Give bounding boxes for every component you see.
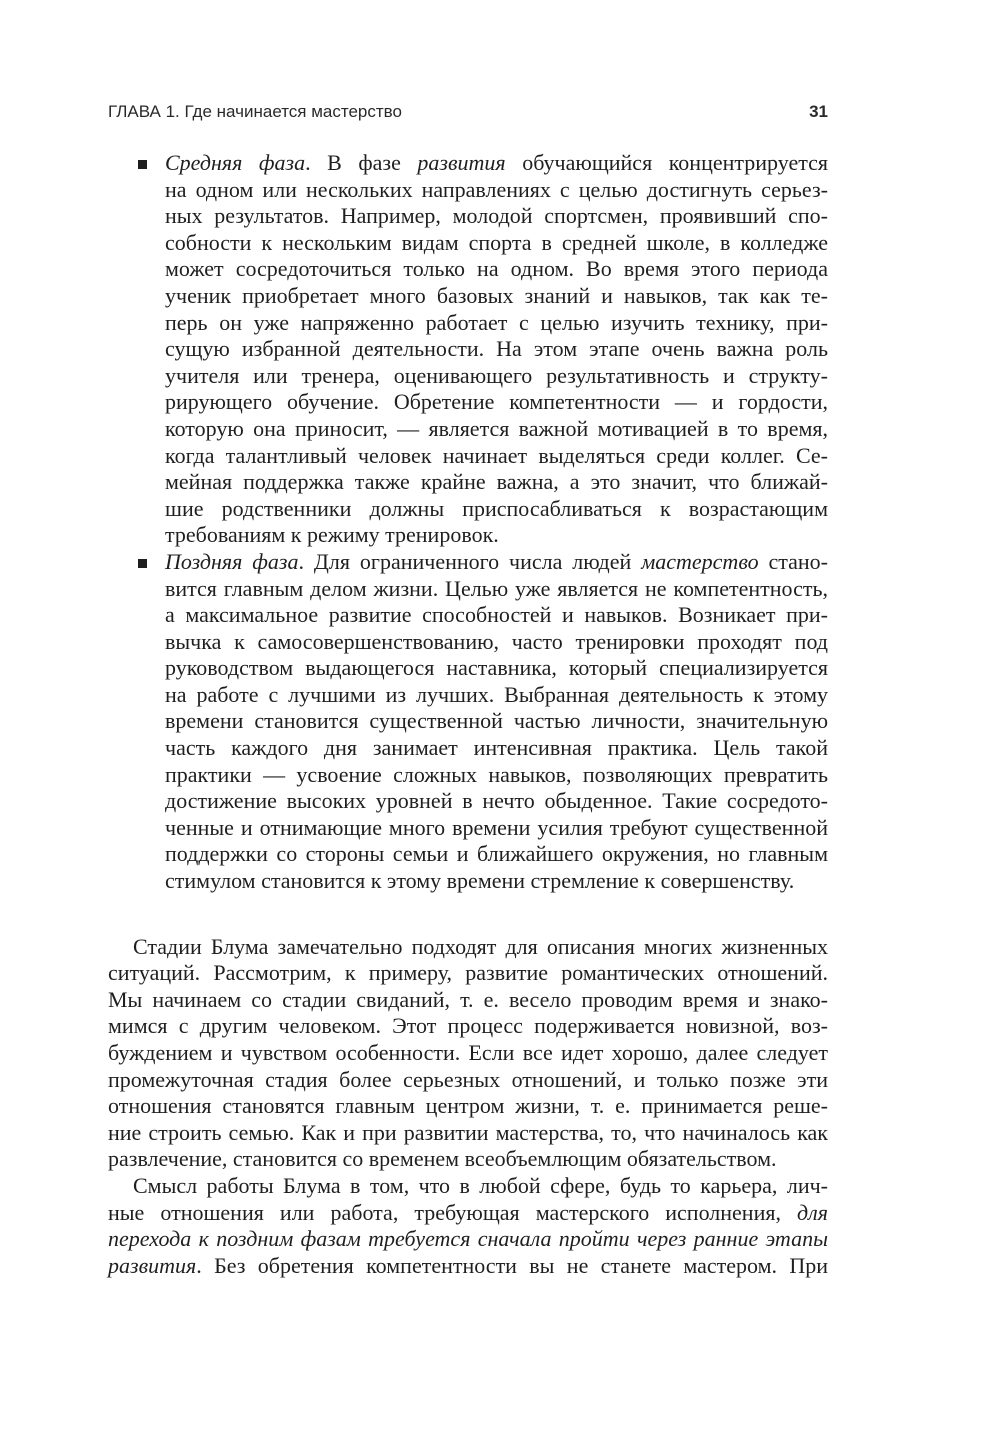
text-run: практики — усвоение сложных навыков, позволяющих превратить [165,761,828,787]
text-run: а максимальное развитие способностей и навыков. Возникает при- [165,602,828,628]
text-line [165,708,828,735]
text-line [108,1173,828,1200]
italic-text: Поздняя фаза [165,548,299,574]
text-run: ные отношения или работа, требующая мастерского исполнения, [108,1199,798,1225]
text-run: учителя или тренера, оценивающего результативность и структу- [165,362,828,388]
text-run: поддержки со стороны семьи и ближайшего окружения, но главным [165,841,828,867]
text-line [165,549,828,576]
text-run: . В фазе [305,150,418,175]
italic-text: Средняя фаза [165,150,306,175]
text-line [165,815,828,842]
text-line [165,602,828,629]
running-head [108,102,828,130]
text-run: может сосредоточиться только на одном. Во время этого периода [165,256,828,282]
text-run: времени становится существенной частью личности, значительную [165,708,828,734]
text-line [108,1146,828,1173]
text-line [108,1040,828,1067]
text-line [108,960,828,987]
list-item-middle-phase [108,150,828,549]
text-line [165,735,828,762]
text-line [108,987,828,1014]
text-line [165,522,828,549]
text-run: ных результатов. Например, молодой спортсмен, проявивший спо- [165,203,828,229]
section-gap [108,895,828,934]
text-run: ние строить семью. Как и при развитии мастерства, то, что начиналось как [108,1119,828,1145]
text-run: Стадии Блума замечательно подходят для описания многих жизненных [133,933,828,959]
text-line [108,1253,828,1280]
page-number: 31 [809,102,828,121]
text-run: руководством выдающегося наставника, который специализируется [165,655,828,681]
text-line [108,934,828,961]
text-line [165,682,828,709]
text-run: собности к нескольким видам спорта в средней школе, в колледже [165,229,828,255]
list-item-text [165,549,828,895]
text-run: стимулом становится к этому времени стремление к совершенству. [165,868,795,894]
text-line [165,469,828,496]
text-line [165,336,828,363]
text-line [165,496,828,523]
text-run: отношения становятся главным центром жизни, т. е. принимается реше- [108,1093,828,1119]
text-run: сущую избранной деятельности. На этом этапе очень важна роль [165,336,828,362]
text-run: вится главным делом жизни. Целью уже является не компетентность, [165,575,828,601]
italic-text: для [797,1199,828,1225]
text-run: обучающийся концентрируется [505,150,828,175]
italic-text: развития [417,150,506,175]
text-line [165,788,828,815]
text-line [165,389,828,416]
text-run: на работе с лучшими из лучших. Выбранная деятельность к этому [165,681,828,707]
italic-text: мастерство [641,548,759,574]
text-run: которую она приносит, — является важной мотивацией в то время, [165,415,828,441]
text-line [108,1093,828,1120]
text-line [108,1120,828,1147]
text-line [165,841,828,868]
text-run: часть каждого дня занимает интенсивная практика. Цель такой [165,735,828,761]
text-run: мейная поддержка также крайне важна, а это значит, что ближай- [165,469,828,495]
text-run: перь он уже напряженно работает с целью изучить технику, при- [165,309,828,335]
text-run: достижение высоких уровней в нечто обыденное. Такие сосредото- [165,788,828,814]
list-item-text [165,150,828,549]
text-run: на одном или нескольких направлениях с целью достигнуть серьез- [165,176,828,202]
paragraph [108,1173,828,1279]
text-line [165,576,828,603]
italic-text: развития [108,1252,197,1278]
text-run: ченные и отнимающие много времени усилия требуют существенной [165,814,828,840]
text-line [165,363,828,390]
text-line [165,177,828,204]
text-line [165,310,828,337]
text-run: когда талантливый человек начинает выделяться среди коллег. Се- [165,442,828,468]
text-line [165,230,828,257]
italic-text: перехода к поздним фазам требуется сначала пройти через ранние этапы [108,1226,828,1252]
square-bullet-icon [138,160,147,169]
text-line [108,1226,828,1253]
text-run: промежуточная стадия более серьезных отношений, и только позже эти [108,1066,828,1092]
text-run: . Без обретения компетентности вы не станете мастером. При [196,1252,828,1278]
text-run: Смысл работы Блума в том, что в любой сфере, будь то карьера, лич- [133,1172,828,1198]
text-run: ситуаций. Рассмотрим, к примеру, развитие романтических отношений. [108,960,828,986]
text-line [108,1200,828,1227]
text-line [165,283,828,310]
paragraph [108,934,828,1173]
text-line [165,762,828,789]
text-line [165,203,828,230]
phase-list [108,150,828,895]
text-run: рирующего обучение. Обретение компетентности — и гордости, [165,389,828,415]
text-run: Мы начинаем со стадии свиданий, т. е. весело проводим время и знако- [108,986,828,1012]
text-line [165,443,828,470]
text-line [108,1013,828,1040]
text-line [165,655,828,682]
list-item-late-phase [108,549,828,895]
text-run: вычка к самосовершенствованию, часто тренировки проходят под [165,628,828,654]
body-text [108,150,828,1279]
text-line [165,150,828,177]
text-run: развлечение, становится со временем всеобъемлющим обязательством. [108,1146,777,1172]
text-run: ученик приобретает много базовых знаний и навыков, так как те- [165,282,828,308]
text-line [165,629,828,656]
text-run: требованиям к режиму тренировок. [165,522,499,548]
chapter-title: ГЛАВА 1. Где начинается мастерство [108,102,402,121]
text-line [108,1067,828,1094]
text-run: стано- [758,548,828,574]
text-line [165,868,828,895]
text-run: . Для ограниченного числа людей [298,548,642,574]
text-line [165,256,828,283]
square-bullet-icon [138,559,147,568]
text-line [165,416,828,443]
text-run: мимся с другим человеком. Этот процесс подерживается новизной, воз- [108,1013,828,1039]
text-run: буждением и чувством особенности. Если все идет хорошо, далее следует [108,1040,828,1065]
text-run: шие родственники должны приспосабливаться к возрастающим [165,495,828,521]
